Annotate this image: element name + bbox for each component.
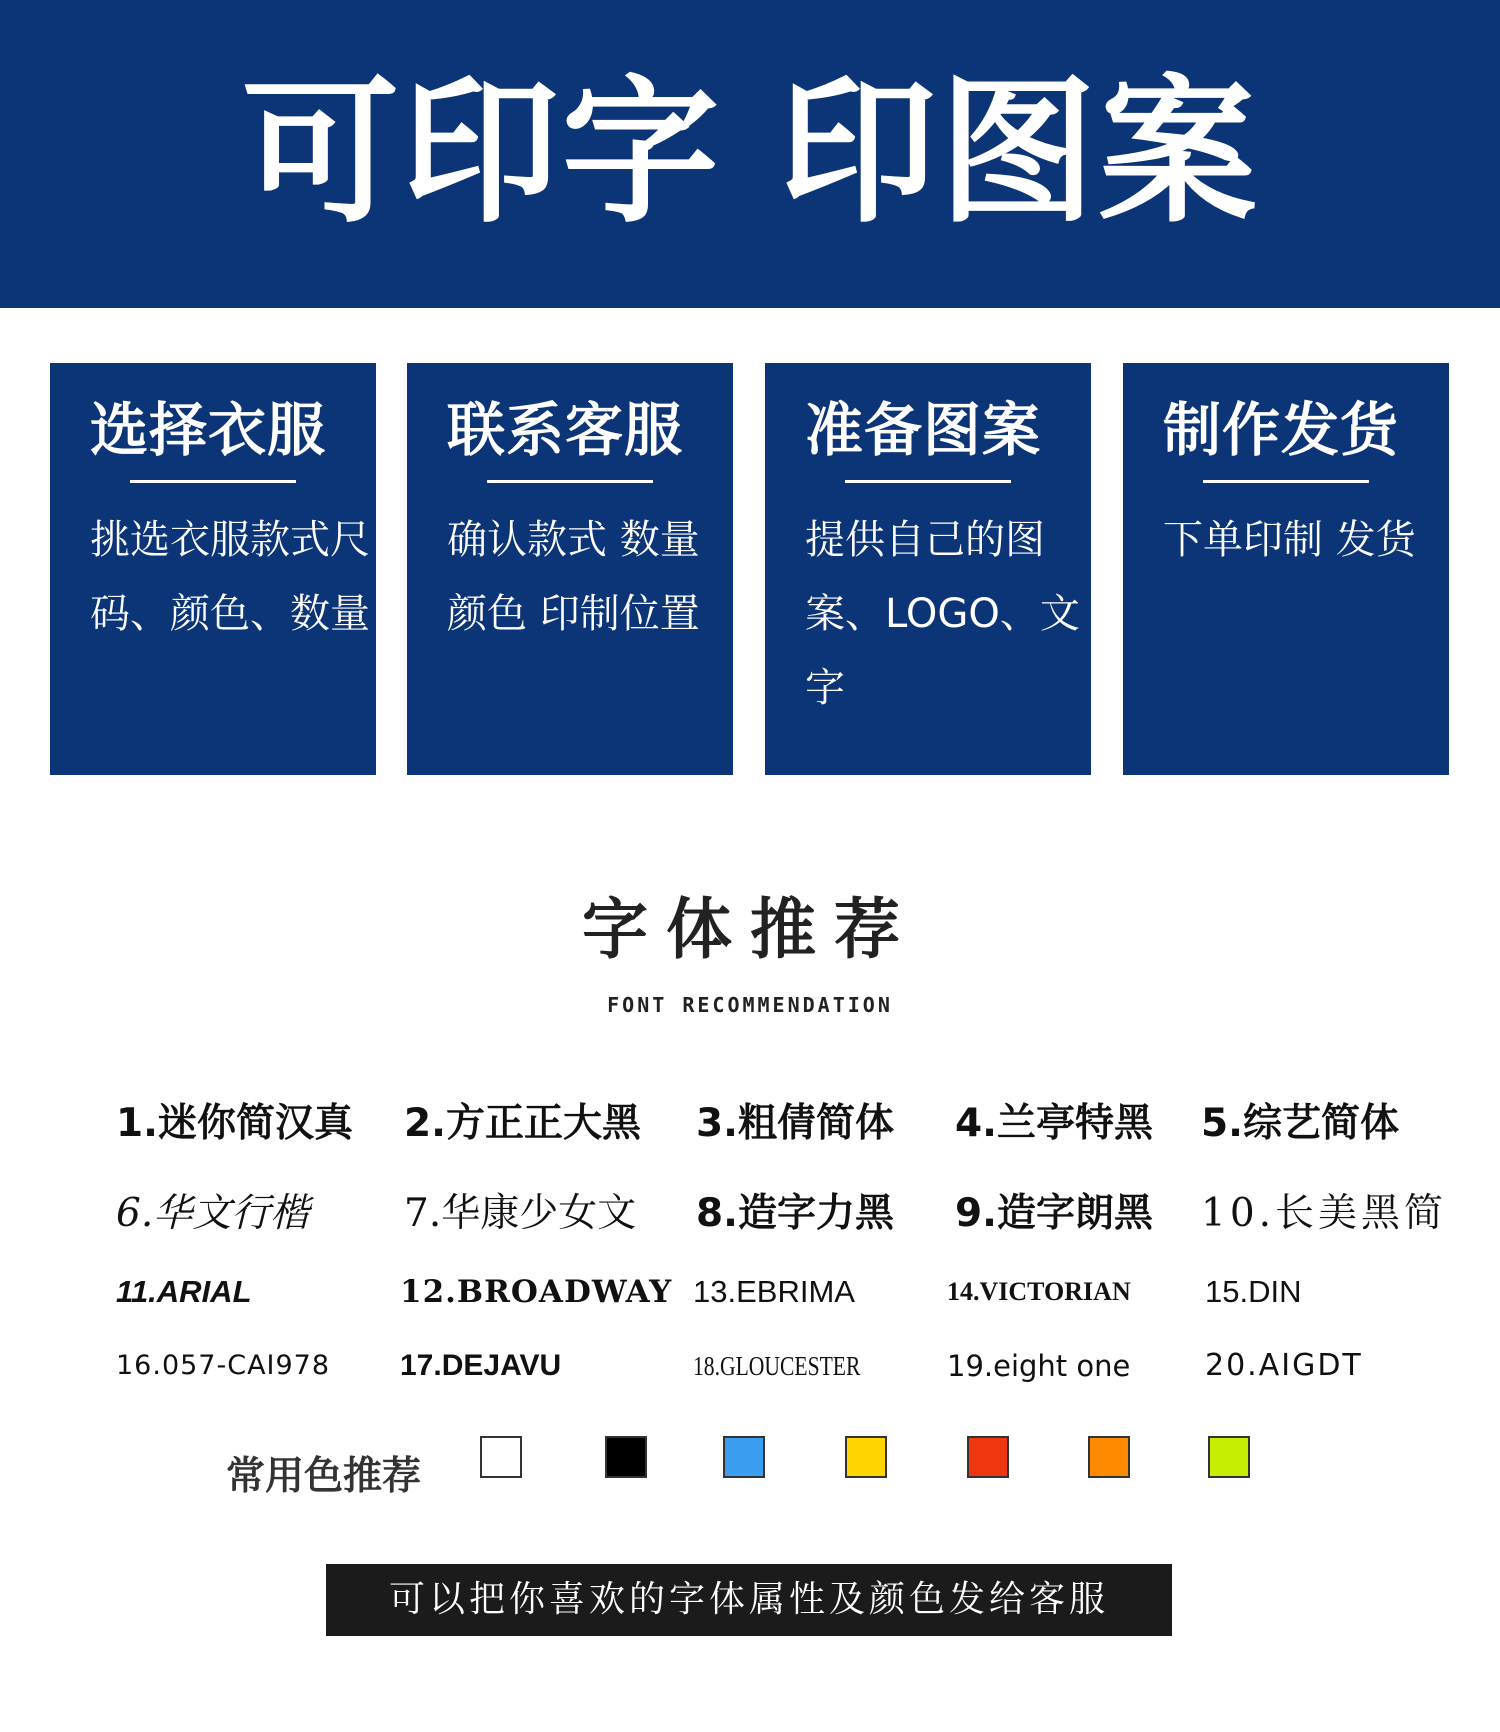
step-divider <box>130 480 296 483</box>
font-item: 9.造字朗黑 <box>955 1191 1153 1236</box>
step-description: 提供自己的图案、LOGO、文字 <box>805 517 1080 711</box>
font-item: 6.华文行楷 <box>116 1191 310 1236</box>
font-item: 17.DEJAVU <box>400 1349 562 1382</box>
font-item: 20.AIGDT <box>1205 1348 1363 1383</box>
step-card-contact-service <box>407 363 733 775</box>
step-card-production-shipping <box>1123 363 1449 775</box>
step-description: 挑选衣服款式尺码、颜色、数量 <box>90 517 370 637</box>
color-swatch-yellow <box>845 1436 887 1478</box>
step-title: 准备图案 <box>805 396 1042 464</box>
font-item: 5.综艺简体 <box>1201 1101 1399 1146</box>
colors-label: 常用色推荐 <box>226 1454 422 1499</box>
footer-notice-bar <box>326 1564 1172 1636</box>
font-item: 18.GLOUCESTER <box>693 1351 861 1381</box>
font-item: 1.迷你简汉真 <box>116 1101 353 1146</box>
font-item: 11.ARIAL <box>116 1274 252 1309</box>
font-item: 14.VICTORIAN <box>947 1277 1131 1306</box>
color-swatch-blue <box>723 1436 765 1478</box>
font-item: 3.粗倩简体 <box>696 1101 894 1146</box>
color-swatch-lime <box>1208 1436 1250 1478</box>
step-divider <box>845 480 1011 483</box>
font-item: 2.方正正大黑 <box>404 1101 641 1146</box>
font-section-title: 字体推荐 <box>582 891 918 968</box>
font-item: 19.eight one <box>947 1349 1131 1383</box>
top-banner <box>0 0 1500 308</box>
font-item: 8.造字力黑 <box>696 1191 894 1236</box>
step-card-choose-clothes <box>50 363 376 775</box>
footer-notice-text: 可以把你喜欢的字体属性及颜色发给客服 <box>388 1579 1109 1620</box>
color-swatch-red <box>967 1436 1009 1478</box>
step-card-prepare-design <box>765 363 1091 775</box>
font-item: 4.兰亭特黑 <box>955 1101 1153 1146</box>
font-item: 13.EBRIMA <box>693 1274 855 1309</box>
color-swatch-white <box>480 1436 522 1478</box>
step-title: 联系客服 <box>447 396 684 464</box>
font-item: 12.BROADWAY <box>400 1274 673 1310</box>
step-divider <box>1203 480 1369 483</box>
font-section-subtitle: FONT RECOMMENDATION <box>607 993 893 1017</box>
step-description: 下单印制 发货 <box>1163 517 1416 563</box>
step-title: 选择衣服 <box>90 396 327 464</box>
font-item: 16.057-CAI978 <box>116 1350 331 1381</box>
step-divider <box>487 480 653 483</box>
font-item: 7.华康少女文 <box>404 1191 637 1236</box>
color-swatch-black <box>605 1436 647 1478</box>
step-title: 制作发货 <box>1163 396 1400 464</box>
color-swatch-orange <box>1088 1436 1130 1478</box>
font-item: 10.长美黑简 <box>1201 1191 1448 1236</box>
banner-title: 可印字 印图案 <box>241 61 1259 245</box>
step-description: 确认款式 数量颜色 印制位置 <box>447 517 700 637</box>
font-item: 15.DIN <box>1205 1274 1302 1309</box>
